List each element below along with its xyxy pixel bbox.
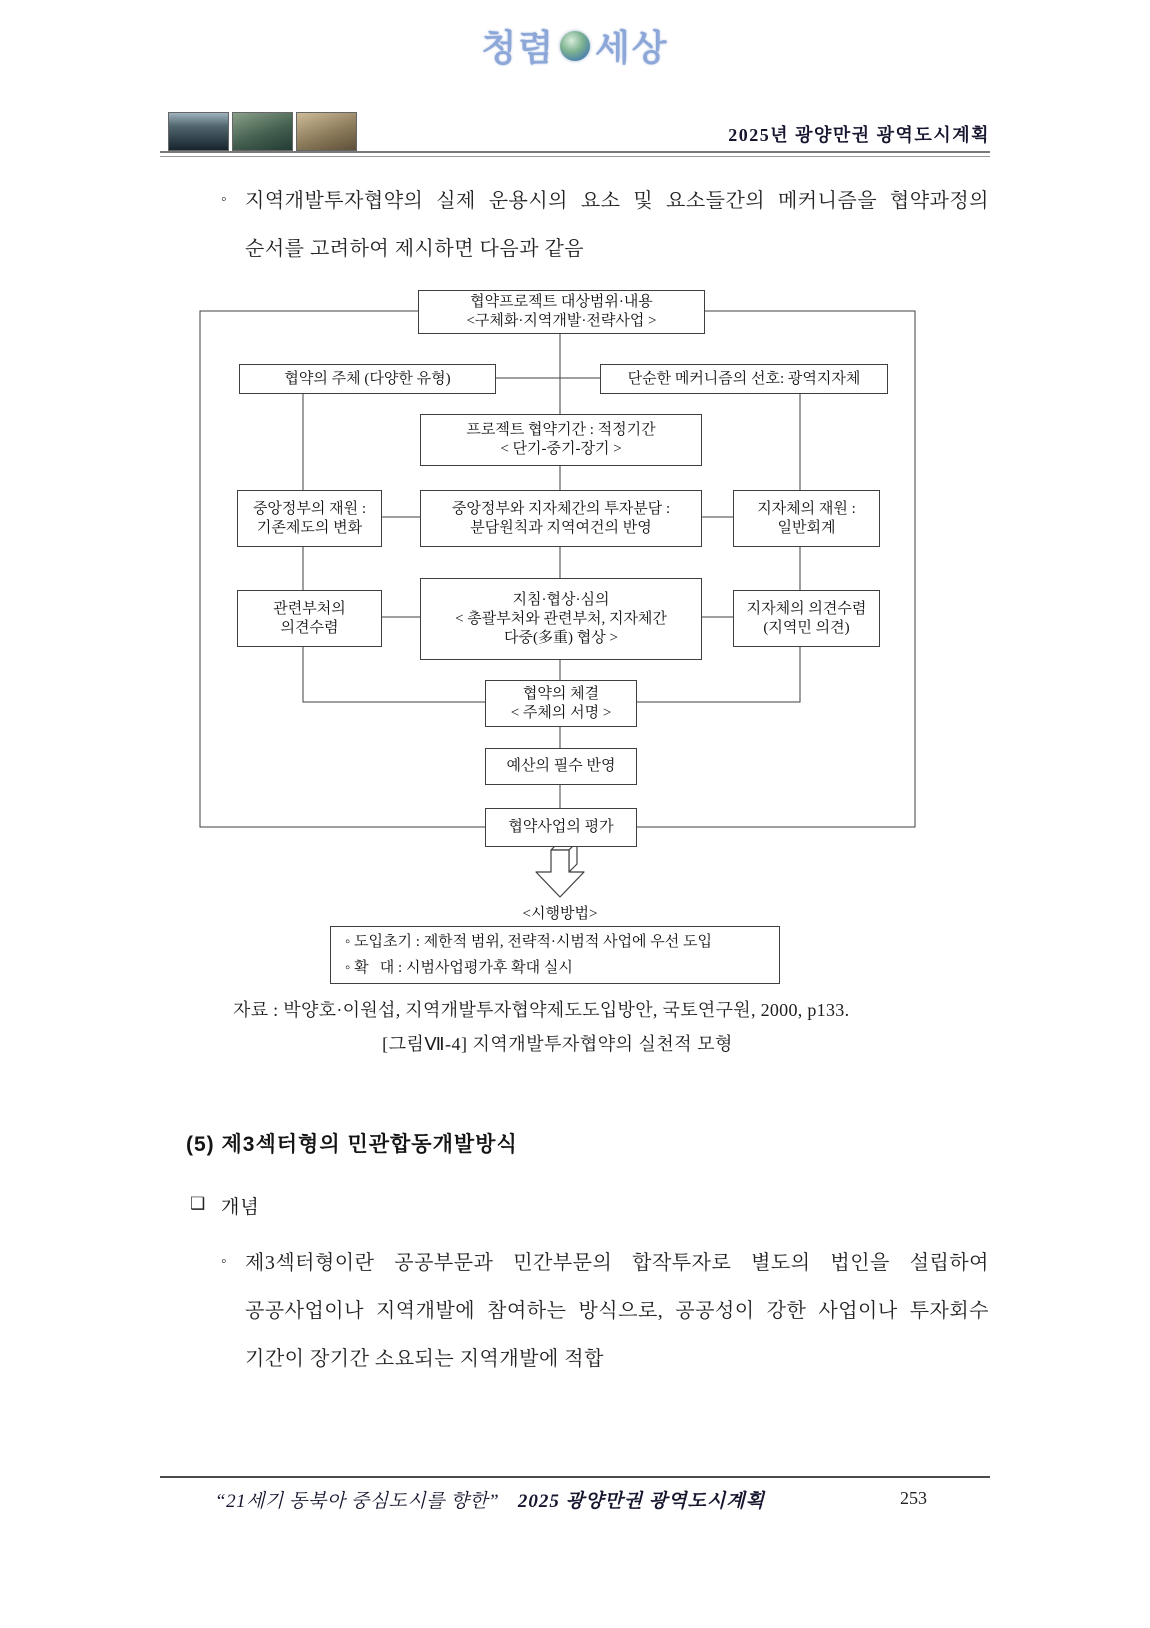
box-mechanism-preference: 단순한 메커니즘의 선호: 광역지자체 <box>600 364 888 394</box>
box-investment-share <box>420 490 702 547</box>
intro-line-1: 지역개발투자협약의 실제 운용시의 요소 및 요소들간의 메커니즘을 협약과정의 <box>245 190 989 212</box>
header-photo-strip <box>168 112 357 151</box>
arrow-label: <시행방법> <box>522 906 598 922</box>
box-ministry-opinion <box>237 590 382 647</box>
box-local-opinion-line1: 지자체의 의견수렴 <box>746 600 867 617</box>
box-project-evaluation: 협약사업의 평가 <box>485 808 637 847</box>
box-agreement-scope-line2: <구체화·지역개발·전략사업 > <box>466 313 657 329</box>
box-agreement-conclusion-line2: < 주체의 서명 > <box>510 704 612 721</box>
box-agreement-period-line2: < 단기-중기-장기 > <box>500 441 622 457</box>
note-line-1: ◦ 도입초기 : 제한적 범위, 전략적·시범적 사업에 우선 도입 <box>345 934 713 950</box>
logo-text-right: 세상 <box>595 27 669 68</box>
source-line: 자료 : 박양호·이원섭, 지역개발투자협약제도도입방안, 국토연구원, 2000, p133. <box>233 1000 850 1020</box>
box-agreement-subject: 협약의 주체 (다양한 유형) <box>239 364 496 394</box>
logo-text-left: 청렴 <box>481 27 555 68</box>
section-bullet-line-3: 기간이 장기간 소요되는 지역개발에 적합 <box>245 1348 604 1370</box>
footer-page-number: 253 <box>900 1488 927 1508</box>
section-bullet-marker: ◦ <box>221 1253 227 1270</box>
globe-icon <box>560 31 590 61</box>
box-agreement-conclusion <box>485 680 637 727</box>
section-bullet-line-2: 공공사업이나 지역개발에 참여하는 방식으로, 공공성이 강한 사업이나 투자회수 <box>245 1300 989 1322</box>
flow-down-arrow-icon <box>536 842 584 897</box>
concept-square-marker: ❑ <box>190 1194 206 1213</box>
implementation-note-box <box>330 926 780 984</box>
box-local-opinion <box>733 590 880 647</box>
logo <box>0 20 1150 71</box>
header-title: 2025년 광양만권 광역도시계획 <box>728 125 990 145</box>
box-negotiation-line1: 지침·협상·심의 <box>512 591 610 608</box>
header-rule-top <box>160 151 990 153</box>
section-bullet-line-1: 제3섹터형이란 공공부문과 민간부문의 합작투자로 별도의 법인을 설립하여 <box>245 1252 989 1274</box>
box-central-gov-fund-line1: 중앙정부의 재원 : <box>252 500 367 517</box>
box-investment-share-line2: 분담원칙과 지역여건의 반영 <box>470 519 652 536</box>
agreement-flow-diagram <box>195 290 920 990</box>
header-photo-coast <box>296 112 357 151</box>
intro-bullet-marker: ◦ <box>221 191 227 208</box>
box-budget-reflection: 예산의 필수 반영 <box>485 748 637 785</box>
footer-text <box>215 1486 765 1513</box>
section-heading: (5) 제3섹터형의 민관합동개발방식 <box>186 1133 518 1156</box>
box-agreement-scope-line1: 협약프로젝트 대상범위·내용 <box>470 294 653 310</box>
box-local-gov-fund-line1: 지자체의 재원 : <box>757 500 856 517</box>
box-local-gov-fund-line2: 일반회계 <box>777 519 836 536</box>
note-line-2: ◦ 확 대 : 시범사업평가후 확대 실시 <box>345 960 573 976</box>
box-negotiation-line3: 다중(多重) 협상 > <box>504 629 618 646</box>
box-agreement-scope <box>418 290 705 334</box>
footer-title: 2025 광양만권 광역도시계획 <box>517 1491 765 1512</box>
box-negotiation <box>420 578 702 660</box>
box-central-gov-fund <box>237 490 382 547</box>
box-local-opinion-line2: (지역민 의견) <box>763 619 850 636</box>
footer-quote: “21세기 동북아 중심도시를 향한” <box>215 1491 500 1512</box>
concept-heading: 개념 <box>221 1197 260 1218</box>
footer-rule <box>160 1476 990 1478</box>
box-investment-share-line1: 중앙정부와 지자체간의 투자분담 : <box>451 500 671 517</box>
box-local-gov-fund <box>733 490 880 547</box>
header-photo-river <box>232 112 293 151</box>
box-agreement-period <box>420 414 702 466</box>
box-agreement-conclusion-line1: 협약의 체결 <box>522 685 600 702</box>
box-negotiation-line2: < 총괄부처와 관련부처, 지자체간 <box>455 610 667 627</box>
figure-caption: [그림Ⅶ-4] 지역개발투자협약의 실천적 모형 <box>382 1034 733 1054</box>
box-ministry-opinion-line2: 의견수렴 <box>280 619 339 636</box>
header-photo-mountain <box>168 112 229 151</box>
intro-line-2: 순서를 고려하여 제시하면 다음과 같음 <box>245 238 585 260</box>
box-ministry-opinion-line1: 관련부처의 <box>273 600 346 617</box>
box-central-gov-fund-line2: 기존제도의 변화 <box>256 519 363 536</box>
box-agreement-period-line1: 프로젝트 협약기간 : 적정기간 <box>466 422 656 438</box>
header-rule-bottom <box>160 156 990 157</box>
